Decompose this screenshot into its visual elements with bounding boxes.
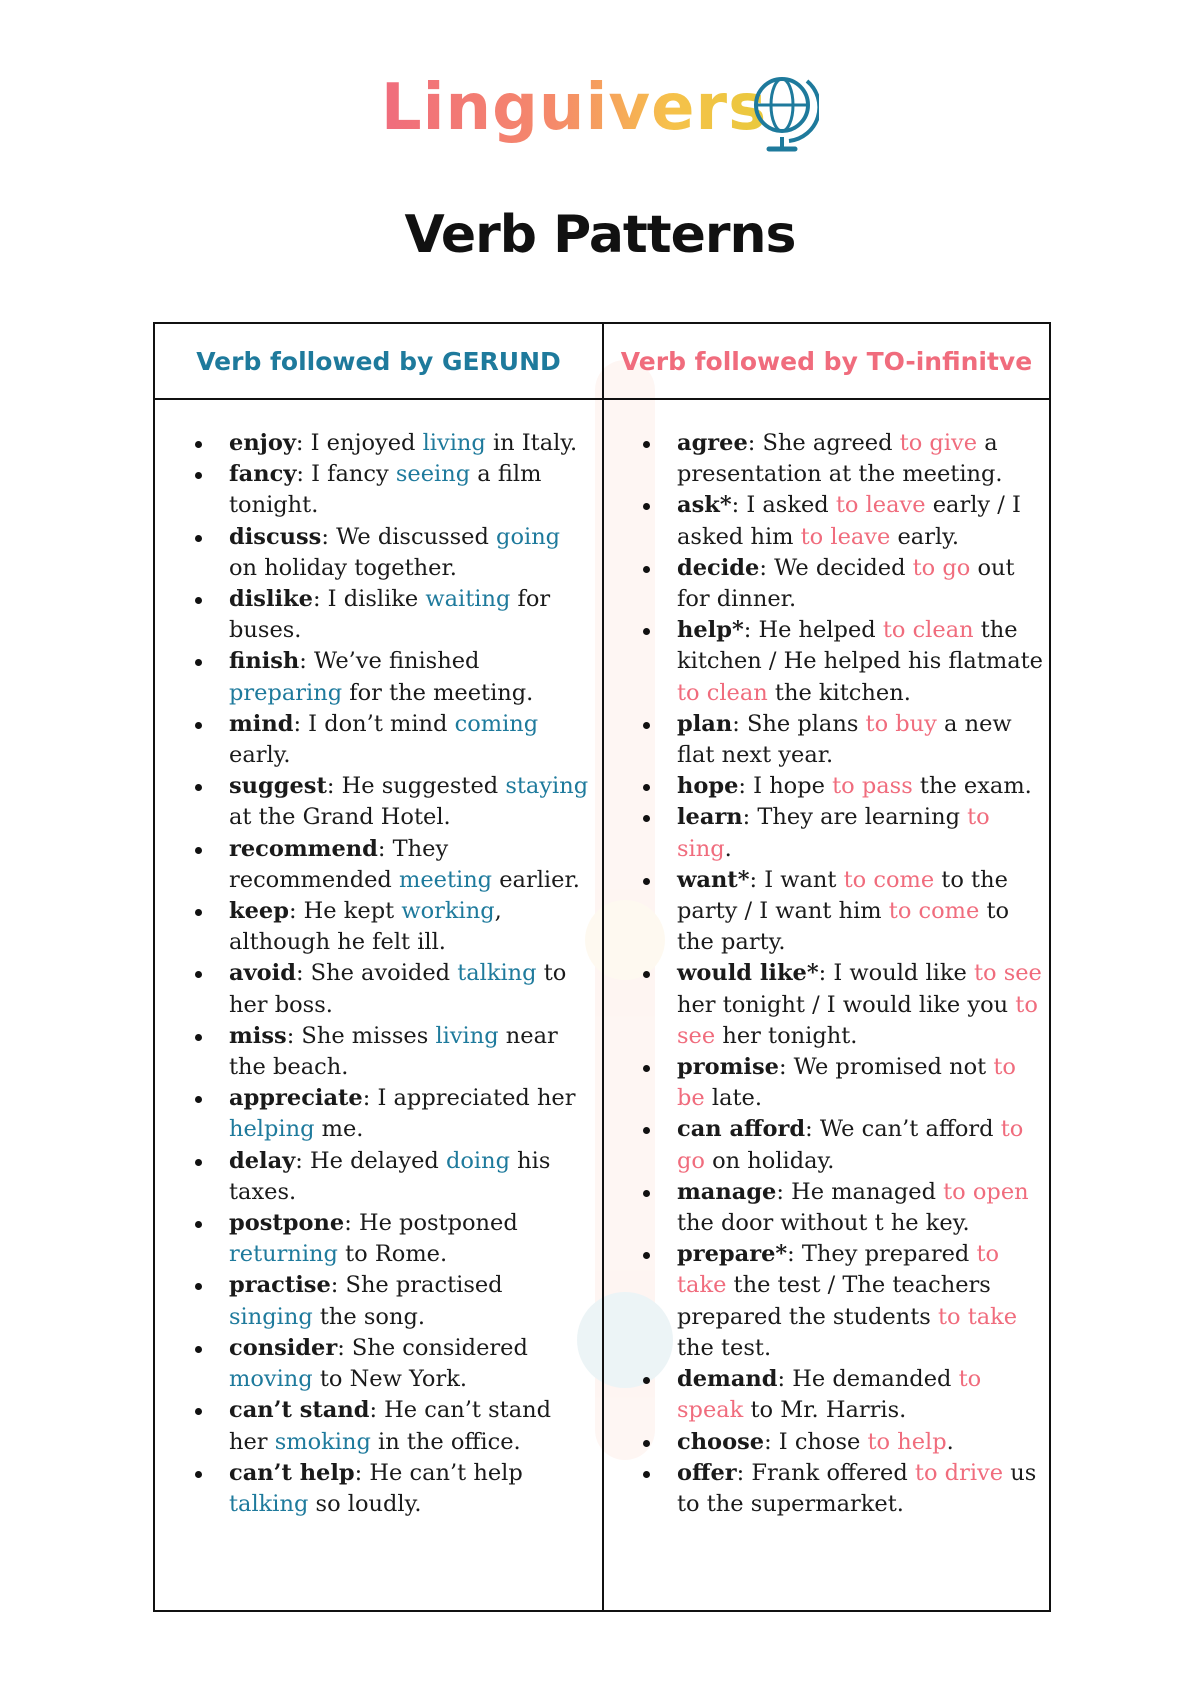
highlighted-form: returning [229,1241,338,1268]
verb-term: keep [229,898,289,925]
example-text: , although he felt ill. [229,898,502,956]
example-text: to New York. [312,1366,467,1393]
example-text: early. [890,523,960,550]
verb-term: consider [229,1334,338,1361]
example-text: at the Grand Hotel. [229,804,451,831]
example-text: to Mr. Harris. [743,1397,907,1424]
verb-term: can afford [677,1116,806,1143]
gerund-list-item [229,1021,591,1083]
verb-term: demand [677,1366,778,1393]
example-text: : They prepared [787,1241,977,1268]
highlighted-form: to speak [677,1366,982,1424]
example-text: the kitchen. [767,679,911,706]
verb-term: choose [677,1428,765,1455]
highlighted-form: talking [229,1490,309,1517]
gerund-list-item [229,1146,591,1208]
example-text: near the beach. [229,1022,558,1081]
highlighted-form: smoking [274,1428,371,1455]
example-text: in Italy. [485,430,578,456]
gerund-list-item [229,709,591,771]
gerund-column [229,428,591,1520]
example-text: : They recommended [229,835,449,893]
verb-term: suggest [229,773,327,800]
gerund-list [229,428,591,1520]
verb-term: hope [677,773,739,800]
infinitive-list [677,428,1043,1520]
highlighted-form: talking [457,960,537,987]
example-text: a film tonight. [229,461,542,519]
example-text: the song. [312,1303,426,1330]
example-text: out for dinner. [677,554,1015,613]
example-text: for buses. [229,586,551,644]
highlighted-form: to go [677,1116,1024,1174]
highlighted-form: to clean [882,617,974,644]
example-text: to the party / I want him [677,866,1008,925]
highlighted-form: seeing [395,461,471,488]
verb-table [153,322,1051,1612]
highlighted-form: to drive [914,1459,1004,1486]
highlighted-form: helping [229,1116,315,1143]
example-text: me. [314,1116,364,1143]
infinitive-list-item [677,958,1043,1052]
example-text: so loudly. [308,1490,422,1517]
example-text: : He demanded [777,1366,959,1393]
verb-term: dislike [229,586,313,613]
example-text: : She considered [337,1334,528,1361]
logo-text: Linguivers [380,71,768,145]
infinitive-list-item [677,1177,1043,1239]
highlighted-form: preparing [229,679,343,706]
verb-term: plan [677,710,733,737]
page-title: Verb Patterns [404,205,796,265]
highlighted-form: living [422,430,486,456]
highlighted-form: to give [899,430,978,456]
example-text: : I don’t mind [293,710,455,737]
infinitive-column [677,428,1043,1520]
gerund-list-item [229,1270,591,1332]
gerund-list-item [229,1208,591,1270]
highlighted-form: to leave [800,523,891,550]
highlighted-form: to be [677,1054,1016,1112]
example-text: : I hope [738,773,833,800]
gerund-list-item [229,646,591,708]
verb-term: discuss [229,523,322,550]
column-divider [602,324,604,1610]
gerund-list-item [229,834,591,896]
verb-term: fancy [229,461,297,488]
example-text: to Rome. [337,1241,448,1268]
verb-term: finish [229,648,300,675]
verb-term: offer [677,1459,737,1486]
verb-term: can’t help [229,1459,355,1486]
gerund-list-item [229,1333,591,1395]
gerund-list-item [229,459,591,521]
example-text: : I want [749,866,844,893]
verb-term: miss [229,1022,287,1049]
infinitive-list-item [677,1052,1043,1114]
example-text: her tonight. [715,1022,858,1049]
example-text: a presentation at the meeting. [677,430,1003,488]
example-text: : I would like [818,960,974,987]
infinitive-list-item [677,1427,1043,1458]
highlighted-form: to buy [865,710,937,737]
example-text: : We can’t afford [805,1116,1001,1143]
example-text: : He helped [743,617,883,644]
verb-term: help* [677,617,744,644]
example-text: on holiday. [704,1147,835,1174]
highlighted-form: to open [943,1178,1029,1205]
example-text: : I appreciated her [362,1085,576,1112]
gerund-list-item [229,1458,591,1520]
example-text: early. [229,742,291,769]
example-text: : She misses [286,1022,436,1049]
example-text: : I asked [731,492,836,519]
highlighted-form: to pass [832,773,913,800]
highlighted-form: to come [843,866,935,893]
highlighted-form: doing [445,1147,511,1174]
infinitive-list-item [677,1114,1043,1176]
example-text: to her boss. [229,960,567,1018]
infinitive-list-item [677,1364,1043,1426]
highlighted-form: to see [677,991,1038,1049]
example-text: the test. [677,1334,772,1361]
gerund-list-item [229,584,591,646]
example-text: : He delayed [295,1147,446,1174]
highlighted-form: to take [937,1303,1018,1330]
highlighted-form: to help [867,1428,947,1455]
example-text: a new flat next year. [677,710,1012,769]
verb-term: decide [677,554,760,581]
example-text: : We promised not [778,1054,994,1081]
verb-term: recommend [229,835,378,862]
verb-term: practise [229,1272,331,1299]
highlighted-form: singing [229,1303,313,1330]
highlighted-form: to come [888,898,980,925]
gerund-list-item [229,896,591,958]
verb-term: want* [677,866,750,893]
header-infinitive: Verb followed by TO-infinitve [620,346,1033,376]
infinitive-list-item [677,615,1043,709]
example-text: the kitchen / He helped his flatmate [677,617,1043,675]
highlighted-form: living [435,1022,499,1049]
example-text: : He postponed [344,1210,518,1237]
example-text: . [724,835,732,862]
example-text: : He kept [288,898,402,925]
example-text: : She agreed [747,430,900,456]
example-text: : I enjoyed [295,430,423,456]
example-text: to the party. [677,898,1010,956]
highlighted-form: coming [454,710,539,737]
infinitive-list-item [677,865,1043,959]
highlighted-form: waiting [425,586,511,613]
highlighted-form: to sing [677,804,990,862]
example-text: : We decided [759,554,913,581]
highlighted-form: working [401,898,495,925]
gerund-list-item [229,1083,591,1145]
example-text: on holiday together. [229,554,457,581]
infinitive-list-item [677,428,1043,490]
verb-term: manage [677,1178,777,1205]
example-text: his taxes. [229,1147,551,1205]
verb-term: enjoy [229,430,296,456]
example-text: : She plans [732,710,866,737]
gerund-list-item [229,428,591,459]
highlighted-form: going [496,523,561,550]
example-text: : She avoided [295,960,458,987]
example-text: : He can’t stand her [229,1397,552,1455]
header-gerund: Verb followed by GERUND [196,346,561,376]
example-text: : We’ve finished [299,648,480,675]
example-text: : I chose [764,1428,868,1455]
example-text: : Frank offered [736,1459,915,1486]
gerund-list-item [229,771,591,833]
example-text: : We discussed [321,523,497,550]
verb-term: delay [229,1147,296,1174]
brand-logo [0,58,1200,158]
verb-term: can’t stand [229,1397,370,1424]
example-text: : I dislike [312,586,426,613]
verb-term: mind [229,710,294,737]
verb-term: promise [677,1054,779,1081]
verb-term: postpone [229,1210,345,1237]
example-text: us to the supermarket. [677,1459,1037,1517]
example-text: : I fancy [296,461,396,488]
verb-term: would like* [677,960,819,987]
globe-icon [749,67,819,155]
infinitive-list-item [677,490,1043,552]
example-text: earlier. [492,866,580,893]
example-text: her tonight / I would like you [677,991,1016,1018]
highlighted-form: to go [912,554,971,581]
gerund-list-item [229,522,591,584]
verb-term: agree [677,430,748,456]
example-text: : He managed [776,1178,944,1205]
highlighted-form: to clean [677,679,768,706]
highlighted-form: to leave [835,492,926,519]
example-text: the exam. [912,773,1032,800]
highlighted-form: meeting [398,866,493,893]
infinitive-list-item [677,802,1043,864]
highlighted-form: to see [973,960,1042,987]
gerund-list-item [229,1395,591,1457]
example-text: early / I asked him [677,492,1021,550]
verb-term: learn [677,804,743,831]
example-text: : He can’t help [354,1459,523,1486]
highlighted-form: moving [229,1366,313,1393]
infinitive-list-item [677,1239,1043,1364]
infinitive-list-item [677,553,1043,615]
highlighted-form: staying [505,773,589,800]
verb-term: ask* [677,492,732,519]
highlighted-form: to take [677,1241,1000,1299]
example-text: late. [704,1085,762,1112]
infinitive-list-item [677,1458,1043,1520]
infinitive-list-item [677,771,1043,802]
gerund-list-item [229,958,591,1020]
verb-term: appreciate [229,1085,363,1112]
example-text: : She practised [330,1272,503,1299]
example-text: . [946,1428,954,1455]
verb-term: avoid [229,960,296,987]
example-text: the door without t he key. [677,1210,970,1237]
example-text: in the office. [370,1428,521,1455]
example-text: : They are learning [742,804,968,831]
example-text: the test / The teachers prepared the students [677,1272,991,1330]
example-text: for the meeting. [342,679,534,706]
verb-term: prepare* [677,1241,788,1268]
infinitive-list-item [677,709,1043,771]
example-text: : He suggested [326,773,506,800]
header-divider [155,398,1049,400]
